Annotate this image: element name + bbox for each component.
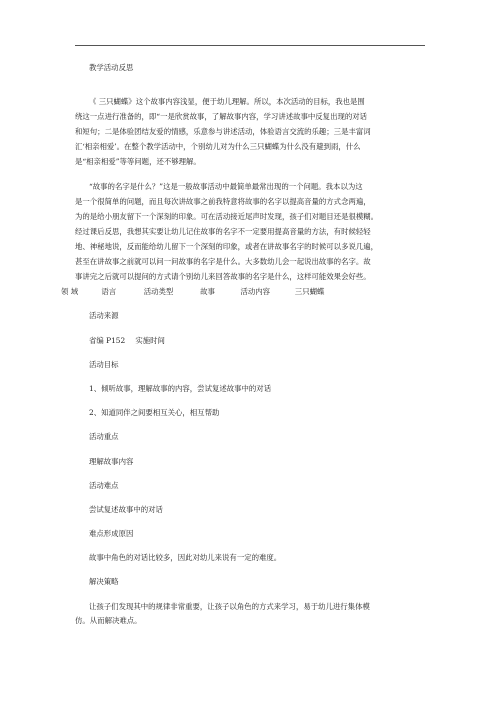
section-heading: 教学活动反思 <box>89 63 134 72</box>
strategy-label: 解决策略 <box>89 577 119 586</box>
paragraph-1-line: 绕这一点进行准备的，即“一是欣赏故事，了解故事内容，学习讲述故事中反复出现的对话 <box>75 112 368 121</box>
paragraph-1-line: 汇‘相亲相爱’。在整个教学活动中，个别幼儿对为什么三只蝴蝶为什么没有避到雨，什么 <box>75 142 361 151</box>
source-value: 省编 P152 <box>89 336 126 345</box>
header-rule <box>75 45 425 46</box>
activity-meta-row <box>61 285 411 299</box>
meta-field-label: 活动类型 <box>143 287 174 296</box>
meta-field-label: 活动内容 <box>240 287 271 296</box>
goal-item: 2、知道同伴之间要相互关心，相互帮助 <box>89 408 220 417</box>
time-label: 实施时间 <box>135 336 165 345</box>
source-row <box>89 334 439 348</box>
key-value: 理解故事内容 <box>89 457 134 466</box>
paragraph-2-line: 是一个很简单的问题，而且每次讲故事之前我特意将故事的名字以提高音量的方式念两遍， <box>75 197 371 206</box>
paragraph-2-line: 地、神秘地说，反而能给幼儿留下一个深刻的印象，或者在讲故事名字的时候可以多说几遍， <box>75 242 379 251</box>
paragraph-2-line: “故事的名字是什么？”这是一般故事活动中最简单最常出现的一个问题。我本以为这 <box>89 182 363 191</box>
meta-field-value: 三只蝴蝶 <box>294 287 325 296</box>
goal-item: 1、倾听故事，理解故事的内容，尝试复述故事中的对话 <box>89 384 272 393</box>
difficulty-value: 尝试复述故事中的对话 <box>89 505 163 514</box>
source-label: 活动来源 <box>89 311 119 320</box>
meta-field-label: 领 域 <box>61 287 79 296</box>
paragraph-2-line: 事讲完之后就可以提问的方式请个别幼儿来回答故事的名字是什么，这样可能效果会好些。 <box>75 272 371 281</box>
paragraph-1-line: 和短句；二是体验团结友爱的情感，乐意参与讲述活动，体验语言交流的乐趣；三是丰富词 <box>75 127 371 136</box>
strategy-line: 仿。从而解决难点。 <box>75 616 142 625</box>
paragraph-2-line: 甚至在讲故事之前就可以问一问故事的名字是什么。大多数幼儿会一起说出故事的名字。故 <box>75 257 371 266</box>
paragraph-2-line: 为的是给小朋友留下一个深刻的印象。可在活动接近尾声时发现，孩子们对题目还是很模糊。 <box>75 212 379 221</box>
difficulty-label: 活动难点 <box>89 481 119 490</box>
goal-label: 活动目标 <box>89 360 119 369</box>
paragraph-2-line: 经过课后反思，我想其实要让幼儿记住故事的名字不一定要用提高音量的方法，有时候轻轻 <box>75 227 371 236</box>
meta-field-value: 故事 <box>200 287 215 296</box>
cause-label: 难点形成原因 <box>89 529 134 538</box>
cause-value: 故事中角色的对话比较多，因此对幼儿来说有一定的难度。 <box>89 553 282 562</box>
key-label: 活动重点 <box>89 432 119 441</box>
strategy-line: 让孩子们发现其中的规律非常重要，让孩子以角色的方式来学习，易于幼儿进行集体模 <box>89 602 370 611</box>
paragraph-1-line: 是“相亲相爱”等等问题，还不够理解。 <box>75 157 201 166</box>
paragraph-1-line: 《 三只蝴蝶》这个故事内容浅显，便于幼儿理解。所以，本次活动的目标，我也是围 <box>89 97 365 106</box>
meta-field-value: 语言 <box>101 287 117 296</box>
